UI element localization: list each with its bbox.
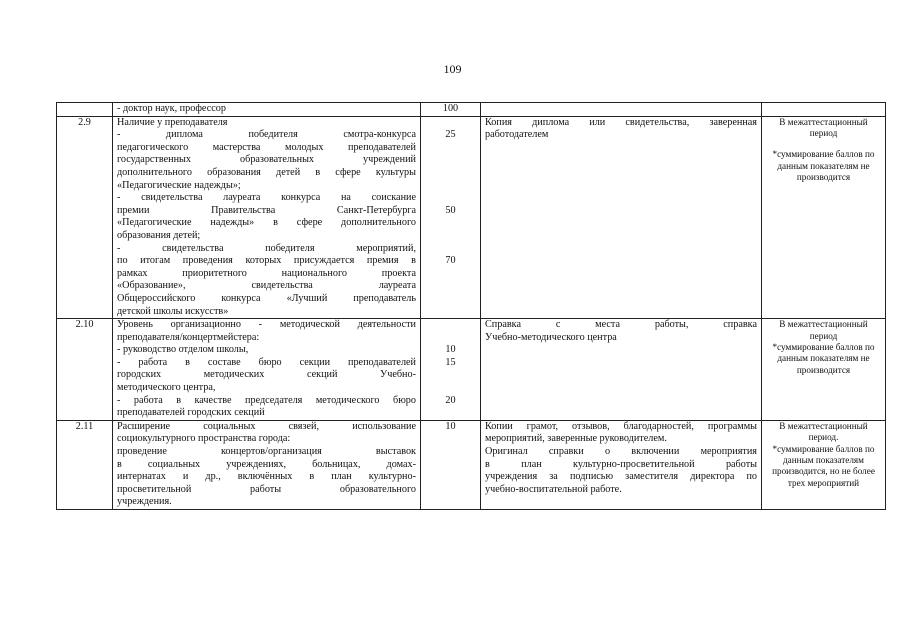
- row-number-cell: [57, 420, 113, 509]
- description-cell: [113, 420, 421, 509]
- documents-line: Оригинал справки о включении мероприятия: [485, 446, 757, 458]
- description-line: - свидетельства победителя мероприятий,: [117, 242, 416, 254]
- points-cell: [421, 319, 481, 421]
- table-row: [57, 420, 886, 509]
- table-row: [57, 103, 886, 117]
- points-cell: [421, 103, 481, 117]
- row-number: 2.11: [75, 420, 94, 432]
- points-cell: [421, 116, 481, 319]
- documents-line: работодателем: [485, 129, 549, 141]
- row-number: 2.9: [78, 116, 91, 128]
- description-line: - работа в составе бюро секции преподавателей: [117, 356, 416, 368]
- note-period: В межаттестационный период.: [779, 420, 868, 443]
- documents-line: Справка с места работы, справка: [485, 319, 757, 331]
- description-line: «Образование», свидетельства лауреата: [117, 280, 416, 292]
- description-line: «Педагогические надежды»;: [117, 179, 241, 191]
- description-text: - доктор наук, профессор: [117, 103, 226, 114]
- description-line: - диплома победителя смотра-конкурса: [117, 129, 416, 141]
- documents-cell: [481, 420, 762, 509]
- description-line: детской школы искусств»: [117, 305, 229, 317]
- description-line: образования детей;: [117, 229, 201, 241]
- points-value: 100: [442, 103, 459, 114]
- description-line: Расширение социальных связей, использование: [117, 420, 416, 432]
- documents-line: учебно-воспитательной работе.: [485, 483, 622, 495]
- documents-cell: [481, 116, 762, 319]
- description-line: социокультурного пространства города:: [117, 433, 291, 445]
- row-number-cell: [57, 116, 113, 319]
- criterion-title: Наличие у преподавателя: [117, 116, 228, 128]
- description-line: - свидетельства лауреата конкурса на соискание: [117, 192, 416, 204]
- note-summation: *суммирование баллов по данным показателям не производится: [772, 341, 875, 375]
- description-line: проведение концертов/организация выставок: [117, 446, 416, 458]
- documents-line: Копия диплома или свидетельства, заверенная: [485, 116, 757, 128]
- table-row: [57, 116, 886, 319]
- description-line: - работа в качестве председателя методического бюро: [117, 394, 416, 406]
- description-line: городских методических секций Учебно-: [117, 369, 416, 381]
- description-line: интернатах и др., включённых в план культурно-: [117, 471, 416, 483]
- description-line: «Педагогические надежды» в сфере дополнительного: [117, 217, 416, 229]
- description-line: преподавателя/концертмейстера:: [117, 331, 260, 343]
- documents-line: Копии грамот, отзывов, благодарностей, программы: [485, 420, 757, 432]
- description-cell: [113, 116, 421, 319]
- points-value: 50: [445, 204, 456, 216]
- description-line: премии Правительства Санкт-Петербурга: [117, 204, 416, 216]
- documents-cell: [481, 103, 762, 117]
- table-row: [57, 319, 886, 421]
- description-cell: [113, 103, 421, 117]
- points-value: 70: [445, 255, 456, 267]
- points-value: 15: [445, 356, 456, 368]
- note-summation: *суммирование баллов по данным показателям не производится: [772, 149, 875, 183]
- documents-line: Учебно-методического центра: [485, 331, 617, 343]
- description-line: рамках приоритетного национального проекта: [117, 267, 416, 279]
- points-cell: [421, 420, 481, 509]
- description-cell: [113, 319, 421, 421]
- points-value: 25: [445, 129, 456, 141]
- description-line: государственных образовательных учреждений: [117, 154, 416, 166]
- description-line: просветительной работы образовательного: [117, 483, 416, 495]
- note-period: В межаттестационный период: [779, 319, 868, 341]
- points-value: 20: [445, 394, 456, 406]
- description-line: по итогам проведения которых присуждается премия в: [117, 255, 416, 267]
- description-line: Общероссийского конкурса «Лучший преподаватель: [117, 292, 416, 304]
- row-number-cell: [57, 103, 113, 117]
- description-line: - руководство отделом школы,: [117, 344, 249, 356]
- note-cell: [762, 103, 886, 117]
- page-number: 109: [443, 62, 462, 76]
- note-cell: [762, 116, 886, 319]
- description-line: преподавателей городских секций: [117, 407, 265, 419]
- description-line: педагогического мастерства молодых преподавателей: [117, 141, 416, 153]
- description-line: дополнительного образования детей в сфере культуры: [117, 166, 416, 178]
- row-number-cell: [57, 319, 113, 421]
- description-line: Уровень организационно - методической деятельности: [117, 319, 416, 331]
- points-value: 10: [445, 420, 456, 432]
- row-number: 2.10: [75, 319, 94, 331]
- documents-cell: [481, 319, 762, 421]
- note-cell: [762, 420, 886, 509]
- points-value: 10: [445, 344, 456, 356]
- description-line: методического центра,: [117, 382, 216, 394]
- documents-line: учреждения за подписью заместителя директора по: [485, 471, 757, 483]
- note-cell: [762, 319, 886, 421]
- documents-line: в план культурно-просветительной работы: [485, 458, 757, 470]
- note-period: В межаттестационный период: [779, 116, 868, 138]
- documents-line: мероприятий, заверенные руководителем.: [485, 433, 667, 445]
- description-line: в социальных учреждениях, больницах, домах-: [117, 458, 416, 470]
- description-line: учреждения.: [117, 496, 172, 508]
- criteria-table: [56, 102, 886, 510]
- note-summation: *суммирование баллов по данным показателям производится, но не более трех мероприятий: [772, 443, 875, 488]
